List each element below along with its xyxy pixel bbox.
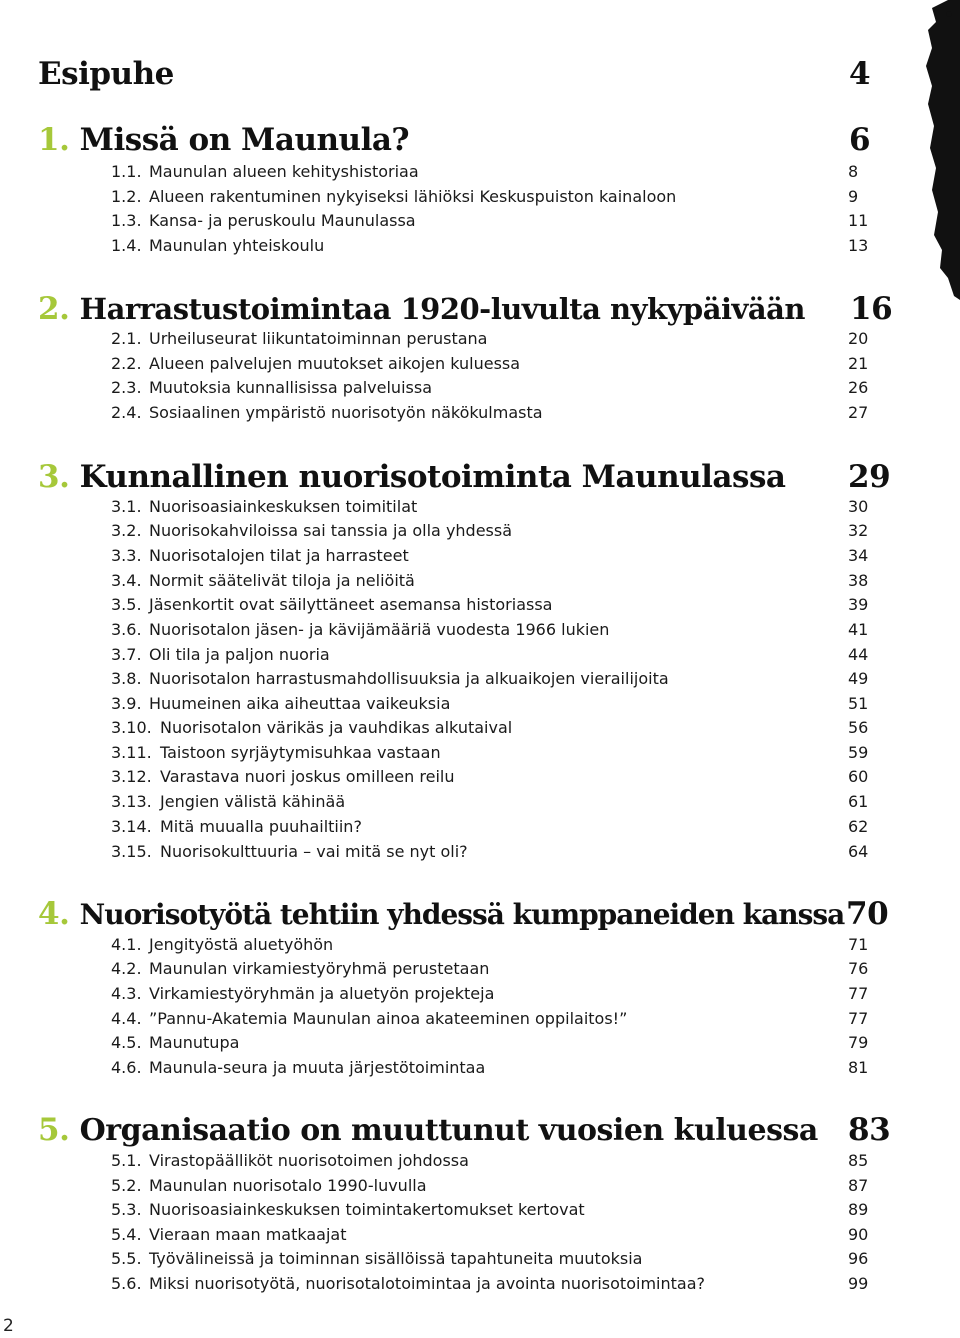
chapter-title: Missä on Maunula? — [79, 122, 410, 158]
toc-item-page: 44 — [848, 645, 869, 664]
toc-item-title[interactable]: Maunula-seura ja muuta järjestötoimintaa — [149, 1058, 486, 1077]
toc-item-page: 8 — [848, 162, 859, 181]
toc-item-number: 4.1. — [111, 935, 142, 954]
toc-item-number: 2.4. — [111, 403, 142, 422]
chapter-number: 1. — [38, 122, 70, 158]
toc-item-page: 64 — [848, 842, 869, 861]
toc-item-title[interactable]: Jäsenkortit ovat säilyttäneet asemansa historiassa — [149, 595, 553, 614]
toc-item-page: 38 — [848, 571, 869, 590]
toc-item-page: 21 — [848, 354, 869, 373]
toc-item-page: 62 — [848, 817, 869, 836]
toc-item-title[interactable]: Nuorisotalon värikäs ja vauhdikas alkutaival — [160, 718, 513, 737]
chapter-page: 83 — [848, 1112, 891, 1148]
toc-item-title[interactable]: Nuorisokulttuuria – vai mitä se nyt oli? — [160, 842, 468, 861]
chapter-heading[interactable] — [38, 896, 960, 932]
toc-item-number: 3.3. — [111, 546, 142, 565]
toc-item-number: 3.13. — [111, 792, 152, 811]
chapter-title: Organisaatio on muuttunut vuosien kuluessa — [79, 1113, 818, 1148]
toc-item-title[interactable]: Maunulan nuorisotalo 1990-luvulla — [149, 1176, 427, 1195]
toc-item-page: 96 — [848, 1249, 869, 1268]
toc-item-title[interactable]: Alueen palvelujen muutokset aikojen kuluessa — [149, 354, 521, 373]
toc-item-page: 79 — [848, 1033, 869, 1052]
toc-item-title[interactable]: ”Pannu-Akatemia Maunulan ainoa akateeminen oppilaitos!” — [149, 1009, 628, 1028]
toc-item-page: 77 — [848, 984, 869, 1003]
toc-item-page: 20 — [848, 329, 869, 348]
toc-item-number: 4.4. — [111, 1009, 142, 1028]
toc-item-number: 1.2. — [111, 187, 142, 206]
toc-item-number: 5.1. — [111, 1151, 142, 1170]
toc-item-page: 49 — [848, 669, 869, 688]
toc-item-number: 5.4. — [111, 1225, 142, 1244]
toc-item-number: 3.8. — [111, 669, 142, 688]
toc-item-number: 3.2. — [111, 521, 142, 540]
toc-item-title[interactable]: Virkamiestyöryhmän ja aluetyön projekteja — [149, 984, 495, 1003]
toc-item-number: 5.6. — [111, 1274, 142, 1293]
chapter-page: 29 — [848, 459, 891, 495]
toc-item-title[interactable]: Jengien välistä kähinää — [160, 792, 346, 811]
toc-item-title[interactable]: Varastava nuori joskus omilleen reilu — [160, 767, 455, 786]
toc-item-title[interactable]: Nuorisoasiainkeskuksen toimintakertomukset kertovat — [149, 1200, 585, 1219]
chapter-number: 3. — [38, 459, 70, 495]
toc-item-title[interactable]: Nuorisokahviloissa sai tanssia ja olla yhdessä — [149, 521, 513, 540]
toc-item-page: 41 — [848, 620, 869, 639]
toc-item-page: 85 — [848, 1151, 869, 1170]
toc-item-title[interactable]: Kansa- ja peruskoulu Maunulassa — [149, 211, 416, 230]
toc-item-page: 90 — [848, 1225, 869, 1244]
toc-item-number: 4.3. — [111, 984, 142, 1003]
toc-item-page: 89 — [848, 1200, 869, 1219]
toc-item-number: 3.7. — [111, 645, 142, 664]
toc-item-title[interactable]: Alueen rakentuminen nykyiseksi lähiöksi Keskuspuiston kainaloon — [149, 187, 677, 206]
toc-item-title[interactable]: Maunulan alueen kehityshistoriaa — [149, 162, 419, 181]
toc-item-page: 60 — [848, 767, 869, 786]
toc-item-number: 3.15. — [111, 842, 152, 861]
toc-item-title[interactable]: Miksi nuorisotyötä, nuorisotalotoimintaa ja avointa nuorisotoimintaa? — [149, 1274, 705, 1293]
toc-item-number: 3.14. — [111, 817, 152, 836]
toc-item-title[interactable]: Sosiaalinen ympäristö nuorisotyön näkökulmasta — [149, 403, 543, 422]
toc-item-title[interactable]: Huumeinen aika aiheuttaa vaikeuksia — [149, 694, 451, 713]
toc-item-number: 3.9. — [111, 694, 142, 713]
toc-item-number: 3.11. — [111, 743, 152, 762]
chapter-number: 2. — [38, 291, 70, 327]
toc-item-title[interactable]: Nuorisotalon jäsen- ja kävijämääriä vuodesta 1966 lukien — [149, 620, 610, 639]
toc-item-page: 81 — [848, 1058, 869, 1077]
toc-item-page: 27 — [848, 403, 869, 422]
page-number: 2 — [3, 1316, 14, 1336]
toc-item-number: 3.1. — [111, 497, 142, 516]
chapter-title: Kunnallinen nuorisotoiminta Maunulassa — [79, 459, 786, 495]
toc-item-page: 76 — [848, 959, 869, 978]
toc-item-title[interactable]: Mitä muualla puuhailtiin? — [160, 817, 362, 836]
chapter-page: 16 — [850, 291, 893, 327]
toc-item-page: 77 — [848, 1009, 869, 1028]
toc-item-number: 1.3. — [111, 211, 142, 230]
toc-item-title[interactable]: Normit säätelivät tiloja ja neliöitä — [149, 571, 415, 590]
toc-item-number: 1.1. — [111, 162, 142, 181]
chapter-number: 4. — [38, 896, 70, 932]
toc-item-page: 39 — [848, 595, 869, 614]
chapter-title: Harrastustoimintaa 1920-luvulta nykypäivään — [79, 292, 806, 326]
toc-item-page: 9 — [848, 187, 859, 206]
toc-item-page: 87 — [848, 1176, 869, 1195]
toc-item-number: 3.5. — [111, 595, 142, 614]
toc-item-title[interactable]: Työvälineissä ja toiminnan sisällöissä tapahtuneita muutoksia — [149, 1249, 643, 1268]
toc-item-title[interactable]: Nuorisoasiainkeskuksen toimitilat — [149, 497, 418, 516]
toc-item-title[interactable]: Maunulan virkamiestyöryhmä perustetaan — [149, 959, 490, 978]
toc-item-page: 26 — [848, 378, 869, 397]
toc-item-number: 4.2. — [111, 959, 142, 978]
chapter-page: 6 — [849, 122, 871, 158]
toc-item-number: 5.2. — [111, 1176, 142, 1195]
toc-item-page: 56 — [848, 718, 869, 737]
toc-item-page: 11 — [848, 211, 869, 230]
toc-item-number: 3.12. — [111, 767, 152, 786]
foreword-title: Esipuhe — [38, 56, 174, 92]
toc-item-page: 30 — [848, 497, 869, 516]
toc-item-title[interactable]: Maunulan yhteiskoulu — [149, 236, 325, 255]
toc-item-page: 34 — [848, 546, 869, 565]
chapter-heading[interactable] — [38, 291, 960, 327]
toc-item-number: 4.5. — [111, 1033, 142, 1052]
toc-item-number: 2.2. — [111, 354, 142, 373]
toc-item-title[interactable]: Taistoon syrjäytymisuhkaa vastaan — [160, 743, 441, 762]
foreword-page: 4 — [849, 56, 871, 92]
foreword-heading[interactable] — [38, 56, 960, 92]
toc-item-title[interactable]: Muutoksia kunnallisissa palveluissa — [149, 378, 432, 397]
chapter-title: Nuorisotyötä tehtiin yhdessä kumppaneiden kanssa — [79, 898, 845, 931]
toc-item-number: 5.3. — [111, 1200, 142, 1219]
toc-item-page: 59 — [848, 743, 869, 762]
toc-item-title[interactable]: Urheiluseurat liikuntatoiminnan perustana — [149, 329, 488, 348]
toc-item-number: 2.1. — [111, 329, 142, 348]
chapter-page: 70 — [846, 896, 889, 932]
toc-item-page: 13 — [848, 236, 869, 255]
toc-item-page: 61 — [848, 792, 869, 811]
toc-item-page: 99 — [848, 1274, 869, 1293]
toc-item-number: 1.4. — [111, 236, 142, 255]
toc-item-page: 32 — [848, 521, 869, 540]
chapter-number: 5. — [38, 1112, 70, 1148]
toc-item-number: 5.5. — [111, 1249, 142, 1268]
toc-item-title[interactable]: Virastopäälliköt nuorisotoimen johdossa — [149, 1151, 469, 1170]
toc-item-number: 2.3. — [111, 378, 142, 397]
toc-item-page: 71 — [848, 935, 869, 954]
toc-item-number: 3.10. — [111, 718, 152, 737]
chapter-heading[interactable] — [38, 122, 960, 158]
toc-item-title[interactable]: Jengityöstä aluetyöhön — [149, 935, 334, 954]
toc-item-title[interactable]: Nuorisotalojen tilat ja harrasteet — [149, 546, 409, 565]
chapter-heading[interactable] — [38, 1112, 960, 1148]
toc-item-title[interactable]: Nuorisotalon harrastusmahdollisuuksia ja alkuaikojen vierailijoita — [149, 669, 669, 688]
chapter-heading[interactable] — [38, 459, 960, 495]
toc-item-title[interactable]: Maunutupa — [149, 1033, 240, 1052]
toc-item-title[interactable]: Oli tila ja paljon nuoria — [149, 645, 330, 664]
toc-item-number: 4.6. — [111, 1058, 142, 1077]
toc-item-page: 51 — [848, 694, 869, 713]
toc-item-number: 3.6. — [111, 620, 142, 639]
toc-item-number: 3.4. — [111, 571, 142, 590]
toc-item-title[interactable]: Vieraan maan matkaajat — [149, 1225, 347, 1244]
